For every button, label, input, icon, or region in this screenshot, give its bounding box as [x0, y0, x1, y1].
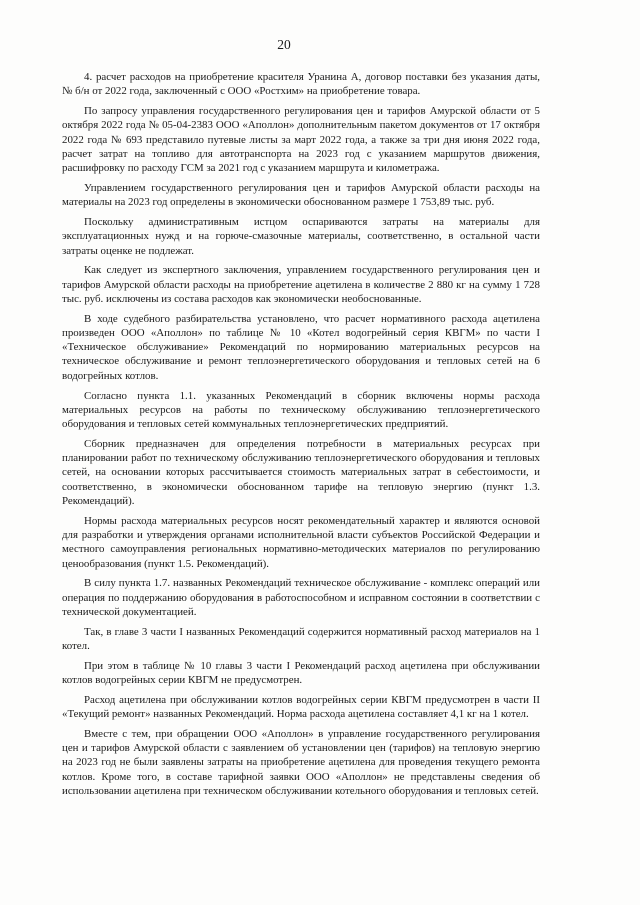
paragraph-clause-1-7: В силу пункта 1.7. названных Рекомендаций техническое обслуживание - комплекс операций или операция по поддержанию оборудования в работоспособном и исправном состоянии в соответствии с технической документацией.	[62, 577, 540, 618]
paragraph-acetylene-excluded: Как следует из экспертного заключения, управлением государственного регулирования цен и тарифов Амурской области расходы на приобретение ацетилена в количестве 2 880 кг на сумму 1 728 тыс. руб. исключены из состава расходов как экономически необоснованные.	[62, 264, 540, 305]
document-body	[62, 70, 540, 804]
paragraph-clause-1-1: Согласно пункта 1.1. указанных Рекомендаций в сборник включены нормы расхода материальных ресурсов на работы по техническому обслуживанию теплоэнергетического оборудования и тепловых сетей коммунальных теплоэнергетических предприятий.	[62, 389, 540, 431]
paragraph-tariff-application: Вместе с тем, при обращении ООО «Аполлон» в управление государственного регулирования цен и тарифов Амурской области с заявлением об установлении цен (тарифов) на тепловую энергию на 2023 год не были заявлены затраты на приобретение ацетилена для проведения текущего ремонта котлов. Кроме того, в составе тарифной заявки ООО «Аполлон» не представлены сведения об использовании ацетилена при техническом обслуживании котельного оборудования и тепловых сетей.	[62, 727, 540, 797]
paragraph-chapter-3: Так, в главе 3 части I названных Рекомендаций содержится нормативный расход материалов на 1 котел.	[62, 625, 540, 652]
paragraph-acetylene-calculation: В ходе судебного разбирательства установлено, что расчет нормативного расхода ацетилена произведен ООО «Аполлон» по таблице № 10 «Котел водогрейный серия КВГМ» по части I «Техническое обслуживание» Рекомендаций по нормированию материальных ресурсов на техническое обслуживание и ремонт теплоэнергетического оборудования и тепловых сетей на 6 водогрейных котлов.	[62, 312, 540, 382]
paragraph-materials-total: Управлением государственного регулирования цен и тарифов Амурской области расходы на материалы на 2023 год определены в экономически обоснованном размере 1 753,89 тыс. руб.	[62, 181, 540, 209]
paragraph-clause-1-5: Нормы расхода материальных ресурсов носят рекомендательный характер и являются основой для разработки и утверждения органами исполнительной власти субъектов Российской Федерации и местного самоуправления региональных нормативно-методических материалов по регулированию ценообразования (пункт 1.5. Рекомендаций).	[62, 514, 540, 570]
paragraph-clause-1-3: Сборник предназначен для определения потребности в материальных ресурсах при планировании работ по техническому обслуживанию теплоэнергетического оборудования и тепловых сетей, на основании которых рассчитывается стоимость материальных затрат в себестоимости, и соответственно, в экономически обоснованном тарифе на тепловую энергию (пункт 1.3. Рекомендаций).	[62, 437, 540, 507]
paragraph-fuel-documents: По запросу управления государственного регулирования цен и тарифов Амурской области от 5 октября 2022 года № 05-04-2383 ООО «Аполлон» дополнительным пакетом документов от 17 октября 2022 года № 693 представило путевые листы за март 2022 года, а также за три дня июня 2022 года, расчет затрат на топливо для автотранспорта на 2023 год с указанием маршрутов движения, расшифровку по расходу ГСМ за 2021 год с указанием маршрута и километража.	[62, 105, 540, 175]
paragraph-current-repair: Расход ацетилена при обслуживании котлов водогрейных серии КВГМ предусмотрен в части II «Текущий ремонт» названных Рекомендаций. Норма расхода ацетилена составляет 4,1 кг на 1 котел.	[62, 693, 540, 721]
paragraph-item-4: 4. расчет расходов на приобретение красителя Уранина А, договор поставки без указания даты, № б/н от 2022 года, заключенный с ООО «Ростхим» на приобретение товара.	[62, 71, 540, 98]
page-number: 20	[277, 37, 291, 52]
paragraph-table-10: При этом в таблице № 10 главы 3 части I Рекомендаций расход ацетилена при обслуживании котлов водогрейных серии КВГМ не предусмотрен.	[62, 659, 540, 687]
paragraph-disputed-costs: Поскольку административным истцом оспариваются затраты на материалы для эксплуатационных нужд и на горюче-смазочные материалы, соответственно, в остальной части затраты оценке не подлежат.	[62, 216, 540, 257]
